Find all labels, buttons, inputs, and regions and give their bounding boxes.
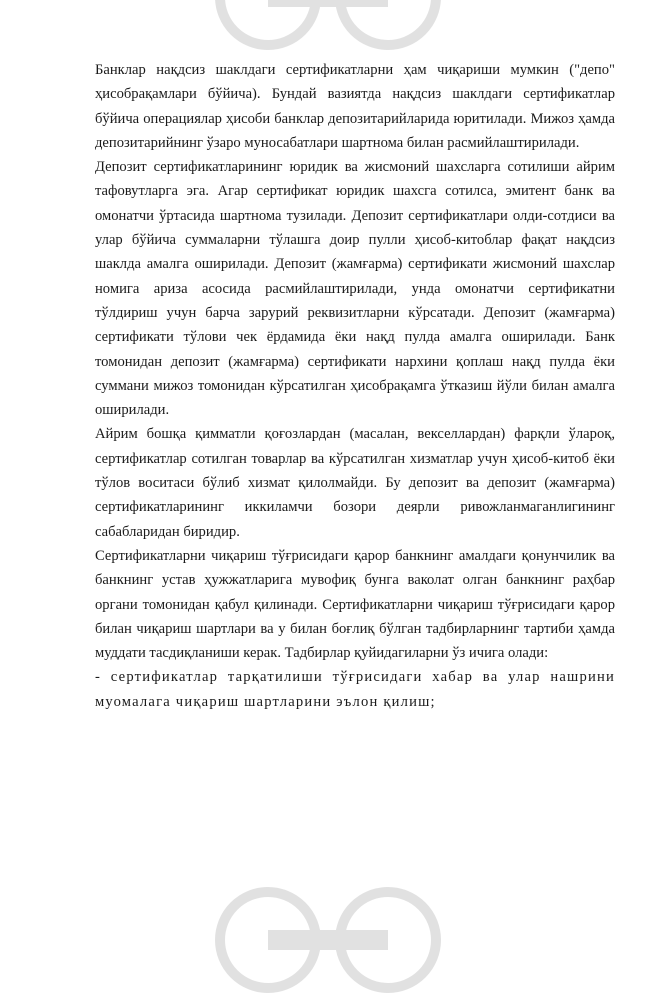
document-page: [95, 58, 615, 714]
list-item: - сертификатлар тарқатилиши тўғрисидаги хабар ва улар нашрини муомалага чиқариш шартларини эълон қилиш;: [95, 669, 615, 710]
watermark-bottom: [208, 885, 448, 995]
paragraph-4: Сертификатларни чиқариш тўғрисидаги қарор банкнинг амалдаги қонунчилик ва банкнинг устав ҳужжатларига мувофиқ бунга ваколат олган банкнинг раҳбар органи томонидан қабул қилинади. Сертификатларни чиқариш тўғрисидаги қарор билан чиқариш шартлари ва у билан боғлиқ бўлган тадбирларнинг тартиби ҳамда муддати тасдиқланиши керак. Тадбирлар қуйидагиларни ўз ичига олади:: [95, 547, 615, 662]
watermark-top: [208, 0, 448, 52]
paragraph-3: Айрим бошқа қимматли қоғозлардан (масалан, векселлардан) фарқли ўлароқ, сертификатлар сотилган товарлар ва кўрсатилган хизматлар учун ҳисоб-китоб ёки тўлов воситаси бўлиб хизмат қилолмайди. Бу депозит ва депозит (жамғарма) сертификатларининг иккиламчи бозори деярли ривожланмаганлигининг сабабларидан биридир.: [95, 426, 615, 540]
paragraph-2: Депозит сертификатларининг юридик ва жисмоний шахсларга сотилиши айрим тафовутларга эга. Агар сертификат юридик шахсга сотилса, эмитент банк ва омонатчи ўртасида шартнома тузилади. Депозит сертификатлари олди-сотдиси ва улар бўйича суммаларни тўлашга доир пулли ҳисоб-китоблар фақат нақдсиз шаклда амалга оширилади. Депозит (жамғарма) сертификати жисмоний шахслар номига ариза асосида расмийлаштирилади, унда омонатчи сертификатни тўлдириш учун барча зарурий реквизитларни кўрсатади. Депозит (жамғарма) сертификати тўлови чек ёрдамида ёки нақд пулда амалга оширилади. Банк томонидан депозит (жамғарма) сертификати нархини қоплаш нақд пулда ёки суммани мижоз томонидан кўрсатилган ҳисобрақамга ўтказиш йўли билан амалга оширилади.: [95, 159, 615, 419]
paragraph-1: Банклар нақдсиз шаклдаги сертификатларни ҳам чиқариши мумкин ("депо" ҳисобрақамлари бўйича). Бундай вазиятда нақдсиз шаклдаги сертификатлар бўйича операциялар ҳисоби банклар депозитарийларида юритилади. Мижоз ҳамда депозитарийнинг ўзаро муносабатлари шартнома билан расмийлаштирилади.: [95, 62, 615, 151]
